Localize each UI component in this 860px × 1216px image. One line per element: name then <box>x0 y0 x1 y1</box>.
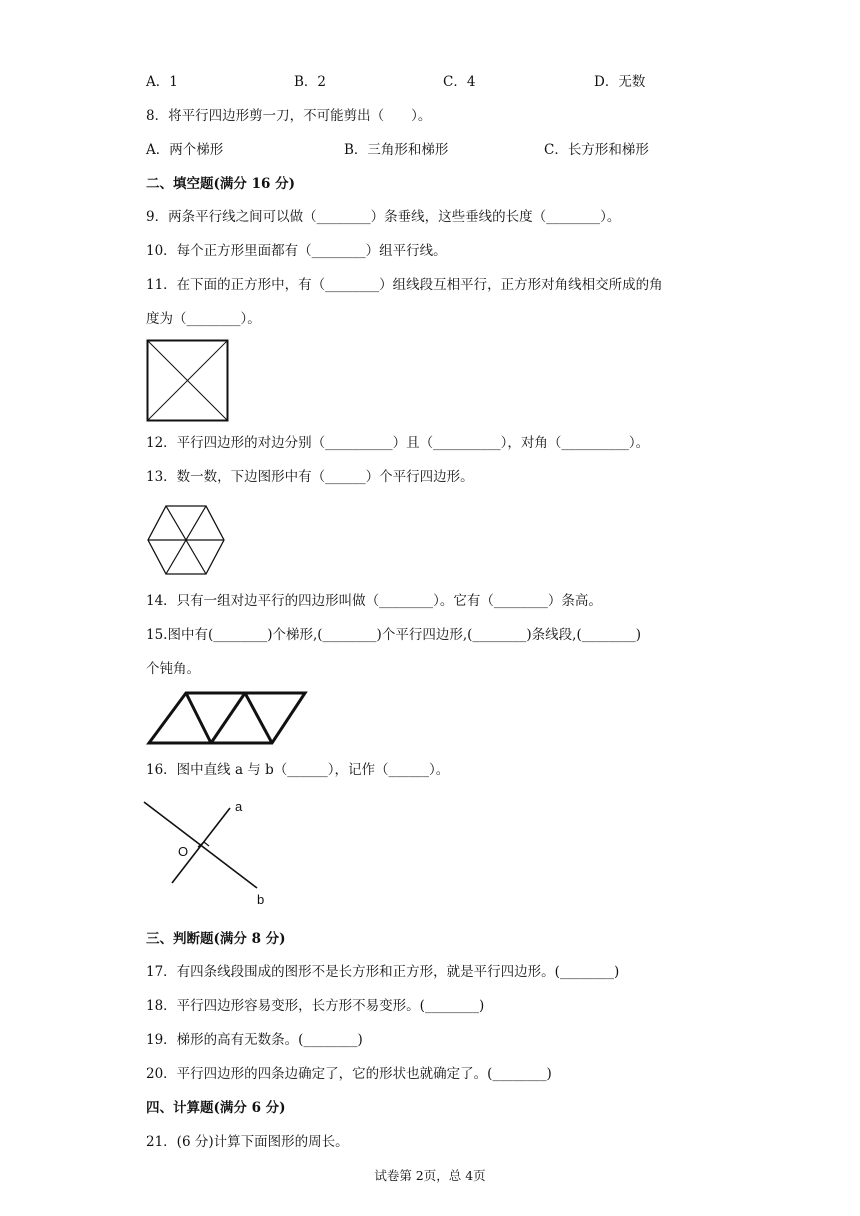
question-13: 13．数一数，下边图形中有（______）个平行四边形。 <box>146 469 474 485</box>
question-21: 21．(6 分)计算下面图形的周长。 <box>146 1134 349 1150</box>
question-15-line-1: 15.图中有(________)个梯形,(________)个平行四边形,(________)条线段,(________) <box>146 627 641 643</box>
section-2-heading: 二、填空题(满分 16 分) <box>146 176 295 192</box>
question-14: 14．只有一组对边平行的四边形叫做（________）。它有（________）条高。 <box>146 593 602 609</box>
q8-option-b: B．三角形和梯形 <box>344 142 449 158</box>
question-11-line-1: 11．在下面的正方形中，有（________）组线段互相平行，正方形对角线相交所成的角 <box>146 277 663 293</box>
question-11-line-2: 度为（________）。 <box>146 311 261 327</box>
question-10: 10．每个正方形里面都有（________）组平行线。 <box>146 243 447 259</box>
label-b: b <box>257 892 265 907</box>
section-4-heading: 四、计算题(满分 6 分) <box>146 1100 286 1116</box>
q7-option-a: A．1 <box>146 74 178 90</box>
parallelogram-triangles-figure <box>146 690 308 746</box>
question-20: 20．平行四边形的四条边确定了，它的形状也就确定了。(________) <box>146 1066 552 1082</box>
question-19: 19．梯形的高有无数条。(________) <box>146 1032 363 1048</box>
q7-option-c: C．4 <box>443 74 476 90</box>
question-8: 8．将平行四边形剪一刀，不可能剪出（ ）。 <box>146 108 432 124</box>
q8-option-c: C．长方形和梯形 <box>544 142 649 158</box>
q7-option-b: B．2 <box>294 74 327 90</box>
hexagon-figure <box>146 505 226 575</box>
question-15-line-2: 个钝角。 <box>146 661 200 677</box>
question-12: 12．平行四边形的对边分别（__________）且（__________），对角（__________）。 <box>146 435 650 451</box>
perpendicular-lines-figure <box>140 796 270 908</box>
square-diagonals-figure <box>146 339 230 423</box>
section-3-heading: 三、判断题(满分 8 分) <box>146 931 286 947</box>
page-footer: 试卷第 2页，总 4页 <box>374 1168 486 1183</box>
question-17: 17．有四条线段围成的图形不是长方形和正方形，就是平行四边形。(________) <box>146 964 620 980</box>
label-o: O <box>178 844 189 859</box>
question-9: 9．两条平行线之间可以做（________）条垂线，这些垂线的长度（________）。 <box>146 209 621 225</box>
question-18: 18．平行四边形容易变形，长方形不易变形。(________) <box>146 998 485 1014</box>
question-16: 16．图中直线 a 与 b（______），记作（______）。 <box>146 762 450 778</box>
q7-option-d: D．无数 <box>594 74 646 90</box>
q8-option-a: A．两个梯形 <box>146 142 224 158</box>
label-a: a <box>235 799 243 814</box>
